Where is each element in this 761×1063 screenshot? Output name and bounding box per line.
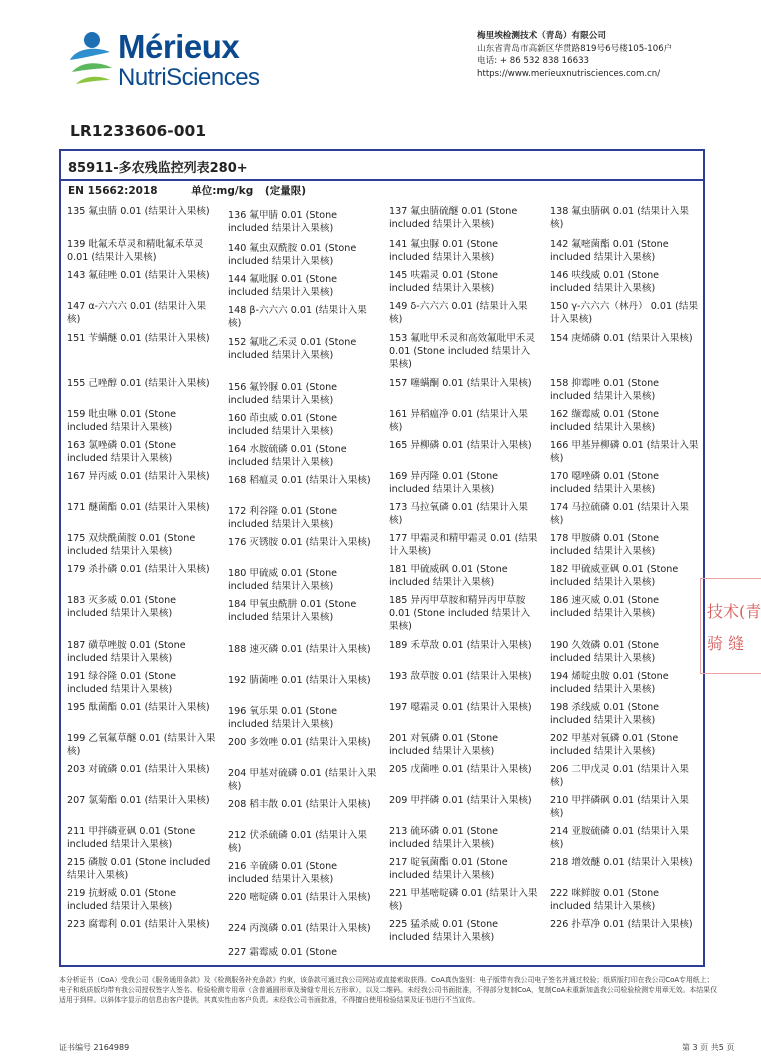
pesticide-item: 153 氟吡甲禾灵和高效氟吡甲禾灵 0.01 (Stone included 结果计入果核) [389, 333, 536, 370]
pesticide-item: 143 氟硅唑 0.01 (结果计入果核) [67, 270, 210, 281]
pesticide-item: 139 吡氟禾草灵和精吡氟禾草灵 0.01 (结果计入果核) [67, 239, 204, 263]
stamp-line-2: 骑 缝 [707, 634, 745, 653]
company-info [477, 30, 737, 80]
logo-mark-icon [66, 30, 116, 90]
pesticide-item: 212 伏杀硫磷 0.01 (结果计入果核) [228, 830, 367, 854]
pesticide-item: 155 己唑醇 0.01 (结果计入果核) [67, 378, 210, 389]
pesticide-item: 149 δ-六六六 0.01 (结果计入果核) [389, 301, 528, 325]
seam-stamp [700, 578, 761, 674]
pesticide-item: 221 甲基嘧啶磷 0.01 (结果计入果核) [389, 888, 538, 912]
standard-row [68, 183, 336, 198]
pesticide-item: 173 马拉氧磷 0.01 (结果计入果核) [389, 502, 528, 526]
section-title: 85911-多农残监控列表280+ [68, 161, 248, 176]
pesticide-item: 210 甲拌磷砜 0.01 (结果计入果核) [550, 795, 689, 819]
pesticide-item: 154 庚烯磷 0.01 (结果计入果核) [550, 333, 693, 344]
pesticide-item: 182 甲硫威亚砜 0.01 (Stone included 结果计入果核) [550, 564, 679, 588]
company-url[interactable]: https://www.merieuxnutrisciences.com.cn/ [477, 68, 661, 79]
pesticide-item: 174 马拉硫磷 0.01 (结果计入果核) [550, 502, 689, 526]
pesticide-item: 162 缬霉威 0.01 (Stone included 结果计入果核) [550, 409, 660, 433]
pesticide-item: 170 噁唑磷 0.01 (Stone included 结果计入果核) [550, 471, 660, 495]
unit-label: 单位:mg/kg [191, 185, 254, 197]
pesticide-item: 171 醚菌酯 0.01 (结果计入果核) [67, 502, 210, 513]
pesticide-item: 158 抑霉唑 0.01 (Stone included 结果计入果核) [550, 378, 660, 402]
pesticide-item: 167 异丙威 0.01 (结果计入果核) [67, 471, 210, 482]
stamp-line-1: 技术(青 [707, 602, 761, 621]
pesticide-item: 169 异丙隆 0.01 (Stone included 结果计入果核) [389, 471, 499, 495]
pesticide-item: 224 丙溴磷 0.01 (结果计入果核) [228, 923, 371, 934]
pesticide-item: 160 茚虫威 0.01 (Stone included 结果计入果核) [228, 413, 338, 437]
pesticide-item: 213 硫环磷 0.01 (Stone included 结果计入果核) [389, 826, 499, 850]
pesticide-item: 207 氯菊酯 0.01 (结果计入果核) [67, 795, 210, 806]
pesticide-item: 199 乙氧氟草醚 0.01 (结果计入果核) [67, 733, 216, 757]
company-phone: 电话: + 86 532 838 16633 [477, 56, 590, 66]
pesticide-item: 225 猛杀威 0.01 (Stone included 结果计入果核) [389, 919, 499, 943]
pesticide-item: 137 氟虫腈硫醚 0.01 (Stone included 结果计入果核) [389, 206, 518, 230]
pesticide-item: 193 敌草胺 0.01 (结果计入果核) [389, 671, 532, 682]
pesticide-item: 176 灭锈胺 0.01 (结果计入果核) [228, 537, 371, 548]
pesticide-item: 164 水胺硫磷 0.01 (Stone included 结果计入果核) [228, 444, 347, 468]
pesticide-item: 145 呋霜灵 0.01 (Stone included 结果计入果核) [389, 270, 499, 294]
pesticide-item: 147 α-六六六 0.01 (结果计入果核) [67, 301, 207, 325]
pesticide-item: 192 腈菌唑 0.01 (结果计入果核) [228, 675, 371, 686]
pesticide-item: 222 咪鲜胺 0.01 (Stone included 结果计入果核) [550, 888, 660, 912]
pesticide-item: 206 二甲戊灵 0.01 (结果计入果核) [550, 764, 689, 788]
pesticide-item: 214 亚胺硫磷 0.01 (结果计入果核) [550, 826, 689, 850]
pesticide-item: 203 对硫磷 0.01 (结果计入果核) [67, 764, 210, 775]
pesticide-item: 227 霜霉威 0.01 (Stone [228, 947, 338, 958]
pesticide-item: 216 辛硫磷 0.01 (Stone included 结果计入果核) [228, 861, 338, 885]
pesticide-item: 211 甲拌磷亚砜 0.01 (Stone included 结果计入果核) [67, 826, 196, 850]
logo-text-merieux: Mérieux [118, 28, 240, 65]
pesticide-item: 220 嘧啶磷 0.01 (结果计入果核) [228, 892, 371, 903]
company-address: 山东省青岛市高新区华贯路819号6号楼105-106户 [477, 43, 673, 54]
pesticide-item: 217 啶氧菌酯 0.01 (Stone included 结果计入果核) [389, 857, 508, 881]
pesticide-item: 184 甲氧虫酰肼 0.01 (Stone included 结果计入果核) [228, 599, 357, 623]
pesticide-item: 226 扑草净 0.01 (结果计入果核) [550, 919, 693, 930]
pesticide-item: 185 异丙甲草胺和精异丙甲草胺 0.01 (Stone included 结果计入果核) [389, 595, 531, 632]
pesticide-item: 135 氟虫腈 0.01 (结果计入果核) [67, 206, 210, 217]
pesticide-item: 215 磷胺 0.01 (Stone included 结果计入果核) [67, 857, 211, 881]
pesticide-item: 163 氯唑磷 0.01 (Stone included 结果计入果核) [67, 440, 177, 464]
pesticide-item: 194 烯啶虫胺 0.01 (Stone included 结果计入果核) [550, 671, 669, 695]
pesticide-item: 152 氟吡乙禾灵 0.01 (Stone included 结果计入果核) [228, 337, 357, 361]
pesticide-item: 165 异柳磷 0.01 (结果计入果核) [389, 440, 532, 451]
report-number: LR1233606-001 [70, 122, 207, 140]
pesticide-item: 190 久效磷 0.01 (Stone included 结果计入果核) [550, 640, 660, 664]
pesticide-item: 157 噻螨酮 0.01 (结果计入果核) [389, 378, 532, 389]
pesticide-item: 201 对氧磷 0.01 (Stone included 结果计入果核) [389, 733, 499, 757]
pesticide-item: 196 氧乐果 0.01 (Stone included 结果计入果核) [228, 706, 338, 730]
pesticide-item: 208 稻丰散 0.01 (结果计入果核) [228, 799, 371, 810]
results-frame [59, 149, 705, 967]
pesticide-item: 181 甲硫威砜 0.01 (Stone included 结果计入果核) [389, 564, 508, 588]
pesticide-item: 172 利谷隆 0.01 (Stone included 结果计入果核) [228, 506, 338, 530]
pesticide-item: 202 甲基对氧磷 0.01 (Stone included 结果计入果核) [550, 733, 679, 757]
pesticide-item: 195 酞菌酯 0.01 (结果计入果核) [67, 702, 210, 713]
pesticide-item: 177 甲霜灵和精甲霜灵 0.01 (结果计入果核) [389, 533, 538, 557]
section-title-row [61, 151, 703, 181]
pesticide-item: 198 杀线威 0.01 (Stone included 结果计入果核) [550, 702, 660, 726]
pesticide-item: 140 氟虫双酰胺 0.01 (Stone included 结果计入果核) [228, 243, 357, 267]
pesticide-item: 178 甲胺磷 0.01 (Stone included 结果计入果核) [550, 533, 660, 557]
pesticide-item: 156 氟铃脲 0.01 (Stone included 结果计入果核) [228, 382, 338, 406]
pesticide-item: 209 甲拌磷 0.01 (结果计入果核) [389, 795, 532, 806]
limit-type: (定量限) [264, 185, 306, 197]
pesticide-item: 189 禾草敌 0.01 (结果计入果核) [389, 640, 532, 651]
pesticide-item: 166 甲基异柳磷 0.01 (结果计入果核) [550, 440, 699, 464]
pesticide-item: 218 增效醚 0.01 (结果计入果核) [550, 857, 693, 868]
pesticide-item: 191 绿谷隆 0.01 (Stone included 结果计入果核) [67, 671, 177, 695]
pesticide-item: 136 氟甲腈 0.01 (Stone included 结果计入果核) [228, 210, 338, 234]
company-name: 梅里埃检测技术（青岛）有限公司 [477, 31, 606, 41]
pesticide-item: 175 双炔酰菌胺 0.01 (Stone included 结果计入果核) [67, 533, 196, 557]
pesticide-item: 188 速灭磷 0.01 (结果计入果核) [228, 644, 371, 655]
pesticide-item: 159 吡虫啉 0.01 (Stone included 结果计入果核) [67, 409, 177, 433]
pesticide-item: 204 甲基对硫磷 0.01 (结果计入果核) [228, 768, 377, 792]
pesticide-item: 161 异稻瘟净 0.01 (结果计入果核) [389, 409, 528, 433]
pesticide-item: 180 甲硫威 0.01 (Stone included 结果计入果核) [228, 568, 338, 592]
pesticide-item: 186 速灭威 0.01 (Stone included 结果计入果核) [550, 595, 660, 619]
footer-notice: 本分析证书（CoA）受我公司《服务通用条款》及《检测服务补充条款》约束，该条款可通过我公司网站或直接索取获得。CoA真伪鉴别：电子版带有我公司电子签名并通过校验；纸质版打印在我公司CoA专用纸上；电子和纸质版均带有我公司授权签字人签名、检验检测专用章（含普通圆形章及骑缝专用长方形章），以及二维码。未经我公司书面批准，不得部分复制CoA，复制CoA未重新加盖我公司检验检测专用章无效。本结果仅适用于到样。以斜体字显示的信息由客户提供，其真实性由客户负责。未经我公司书面批准，不得擅自使用检验结果及证书进行不当宣传。 [59, 976, 717, 1004]
pesticide-item: 223 腐霉利 0.01 (结果计入果核) [67, 919, 210, 930]
pesticide-item: 144 氟吡脲 0.01 (Stone included 结果计入果核) [228, 274, 338, 298]
pesticide-item: 168 稻瘟灵 0.01 (结果计入果核) [228, 475, 371, 486]
pesticide-item: 200 多效唑 0.01 (结果计入果核) [228, 737, 371, 748]
pesticide-item: 151 苄螨醚 0.01 (结果计入果核) [67, 333, 210, 344]
pesticide-item: 142 氟嘧菌酯 0.01 (Stone included 结果计入果核) [550, 239, 669, 263]
pesticide-item: 197 噁霜灵 0.01 (结果计入果核) [389, 702, 532, 713]
pesticide-item: 205 戊菌唑 0.01 (结果计入果核) [389, 764, 532, 775]
standard-method: EN 15662:2018 [68, 185, 158, 197]
pesticide-item: 148 β-六六六 0.01 (结果计入果核) [228, 305, 367, 329]
pesticide-item: 183 灭多威 0.01 (Stone included 结果计入果核) [67, 595, 177, 619]
certificate-number: 证书编号 2164989 [59, 1043, 130, 1052]
pesticide-item: 150 γ-六六六（林丹） 0.01 (结果计入果核) [550, 301, 699, 325]
pesticide-item: 146 呋线威 0.01 (Stone included 结果计入果核) [550, 270, 660, 294]
pesticide-item: 138 氟虫腈砜 0.01 (结果计入果核) [550, 206, 689, 230]
page-number: 第 3 页 共5 页 [682, 1043, 735, 1052]
pesticide-item: 219 抗蚜威 0.01 (Stone included 结果计入果核) [67, 888, 177, 912]
merieux-logo [66, 26, 266, 96]
logo-text-nutrisciences: NutriSciences [118, 64, 260, 91]
pesticide-item: 179 杀扑磷 0.01 (结果计入果核) [67, 564, 210, 575]
pesticide-item: 141 氟虫脲 0.01 (Stone included 结果计入果核) [389, 239, 499, 263]
pesticide-item: 187 磺草唑胺 0.01 (Stone included 结果计入果核) [67, 640, 186, 664]
